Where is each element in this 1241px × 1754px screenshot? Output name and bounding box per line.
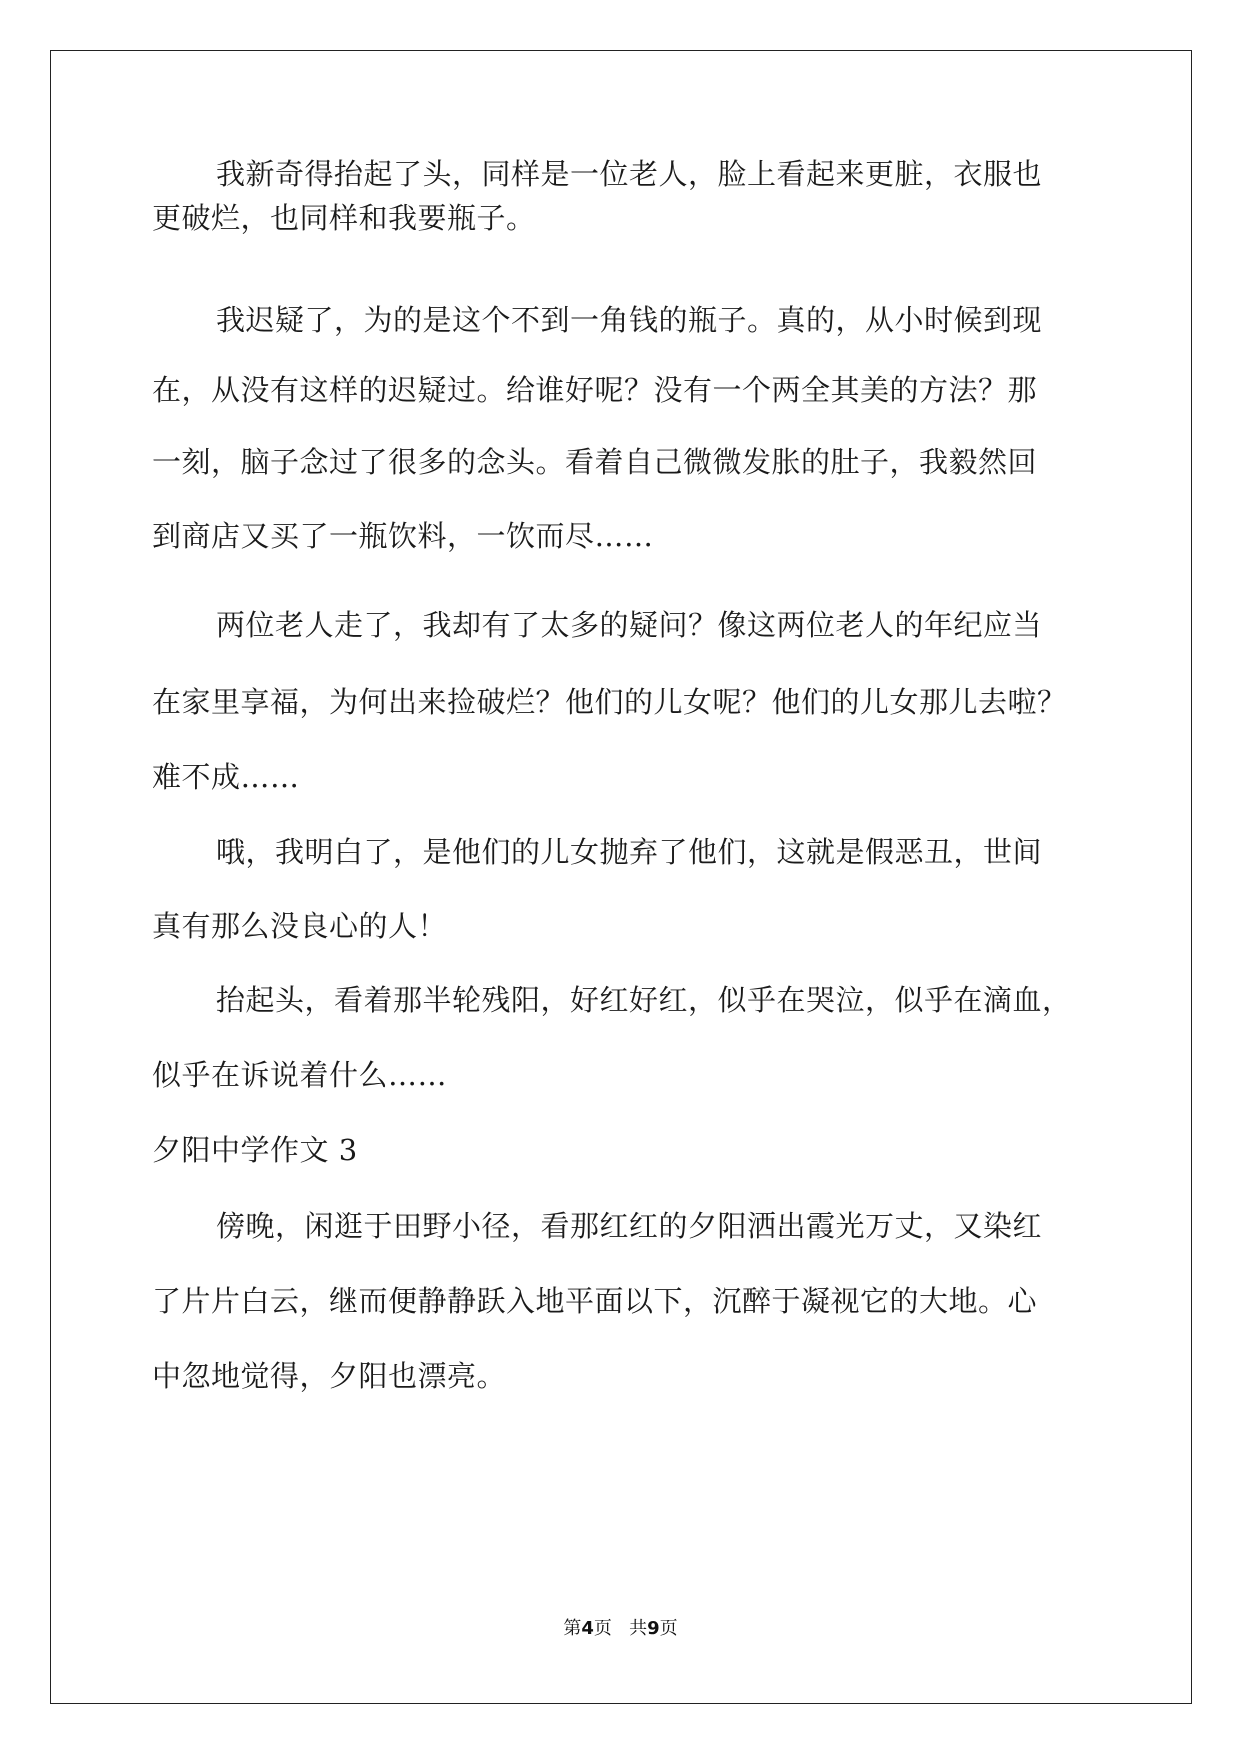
page-footer (0, 1616, 1241, 1642)
paragraph-line: 一刻，脑子念过了很多的念头。看着自己微微发胀的肚子，我毅然回 (152, 445, 1038, 479)
paragraph-line: 哦，我明白了，是他们的儿女抛弃了他们，这就是假恶丑，世间 (216, 835, 1043, 869)
section-title: 夕阳中学作文 3 (152, 1133, 358, 1167)
paragraph-line: 抬起头，看着那半轮残阳，好红好红，似乎在哭泣，似乎在滴血， (216, 983, 1072, 1017)
footer-total-prefix: 共 (629, 1618, 648, 1639)
footer-total-suffix: 页 (659, 1618, 678, 1639)
footer-total-pages: 9 (647, 1618, 660, 1639)
paragraph-line: 傍晚，闲逛于田野小径，看那红红的夕阳洒出霞光万丈，又染红 (216, 1209, 1043, 1243)
paragraph-line: 我新奇得抬起了头，同样是一位老人，脸上看起来更脏，衣服也 (216, 157, 1043, 191)
paragraph-line: 在，从没有这样的迟疑过。给谁好呢？没有一个两全其美的方法？那 (152, 373, 1038, 407)
footer-page-suffix: 页 (593, 1618, 612, 1639)
footer-prefix: 第 (563, 1618, 582, 1639)
paragraph-line: 更破烂，也同样和我要瓶子。 (152, 201, 536, 235)
paragraph-line: 到商店又买了一瓶饮料，一饮而尽…… (152, 519, 654, 553)
paragraph-line: 真有那么没良心的人！ (152, 909, 448, 943)
paragraph-line: 难不成…… (152, 760, 300, 794)
paragraph-line: 中忽地觉得，夕阳也漂亮。 (152, 1359, 507, 1393)
paragraph-line: 在家里享福，为何出来捡破烂？他们的儿女呢？他们的儿女那儿去啦？ (152, 685, 1067, 719)
paragraph-line: 我迟疑了，为的是这个不到一角钱的瓶子。真的，从小时候到现 (216, 303, 1043, 337)
page-border (50, 50, 1192, 1704)
footer-page-number: 4 (581, 1618, 594, 1639)
paragraph-line: 似乎在诉说着什么…… (152, 1058, 448, 1092)
paragraph-line: 两位老人走了，我却有了太多的疑问？像这两位老人的年纪应当 (216, 608, 1043, 642)
paragraph-line: 了片片白云，继而便静静跃入地平面以下，沉醉于凝视它的大地。心 (152, 1284, 1038, 1318)
